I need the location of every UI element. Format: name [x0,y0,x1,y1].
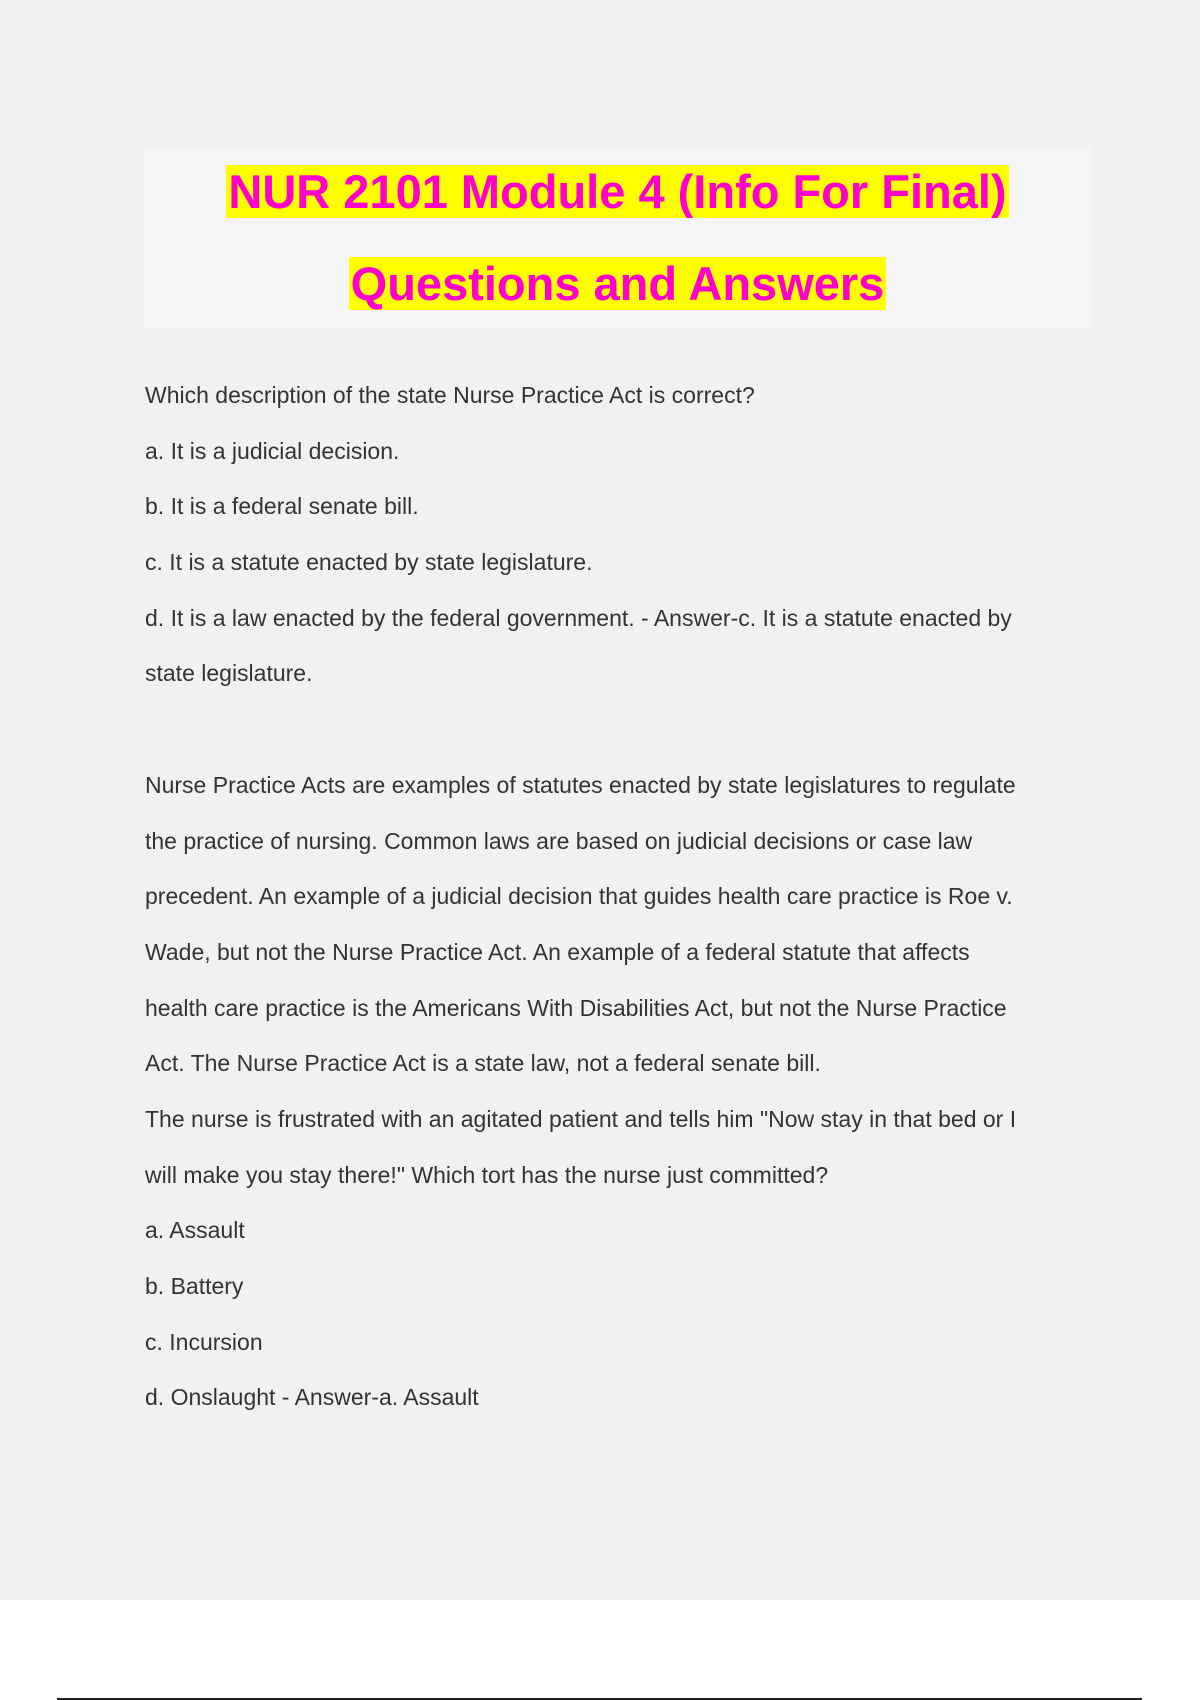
question-1-answer-continuation: state legislature. [145,660,313,687]
rationale-line: Act. The Nurse Practice Act is a state law, not a federal senate bill. [145,1050,821,1077]
question-1-prompt: Which description of the state Nurse Practice Act is correct? [145,382,755,408]
question-1-option-c: c. It is a statute enacted by state legislature. [145,549,593,576]
question-2-option-b: b. Battery [145,1273,244,1299]
page-footer [0,1600,1200,1700]
question-2-option-d: d. Onslaught - Answer-a. Assault [145,1384,479,1411]
paragraph-gap [145,702,1085,758]
rationale-line: health care practice is the Americans With Disabilities Act, but not the Nurse Practice [145,994,1007,1021]
rationale-line: the practice of nursing. Common laws are based on judicial decisions or case law [145,827,973,854]
question-2-option-c: c. Incursion [145,1328,263,1355]
title-block [143,146,1092,328]
question-1-option-b: b. It is a federal senate bill. [145,493,419,520]
question-2-prompt-line: will make you stay there!" Which tort has the nurse just committed? [145,1161,829,1188]
document-body [145,368,1085,1426]
question-2-option-a: a. Assault [145,1217,245,1244]
title-text-1: NUR 2101 Module 4 (Info For Final) [228,165,1007,218]
title-line-2 [143,238,1092,330]
rationale-line: Wade, but not the Nurse Practice Act. An example of a federal statute that affects [145,938,970,965]
title-line-1 [143,146,1092,238]
question-2-prompt-line: The nurse is frustrated with an agitated patient and tells him "Now stay in that bed or I [145,1105,1017,1132]
question-1-option-d: d. It is a law enacted by the federal government. - Answer-c. It is a statute enacted by [145,604,1012,631]
rationale-line: precedent. An example of a judicial decision that guides health care practice is Roe v. [145,883,1013,910]
rationale-line: Nurse Practice Acts are examples of statutes enacted by state legislatures to regulate [145,771,1016,798]
question-1-option-a: a. It is a judicial decision. [145,437,400,464]
title-text-2: Questions and Answers [350,257,885,310]
